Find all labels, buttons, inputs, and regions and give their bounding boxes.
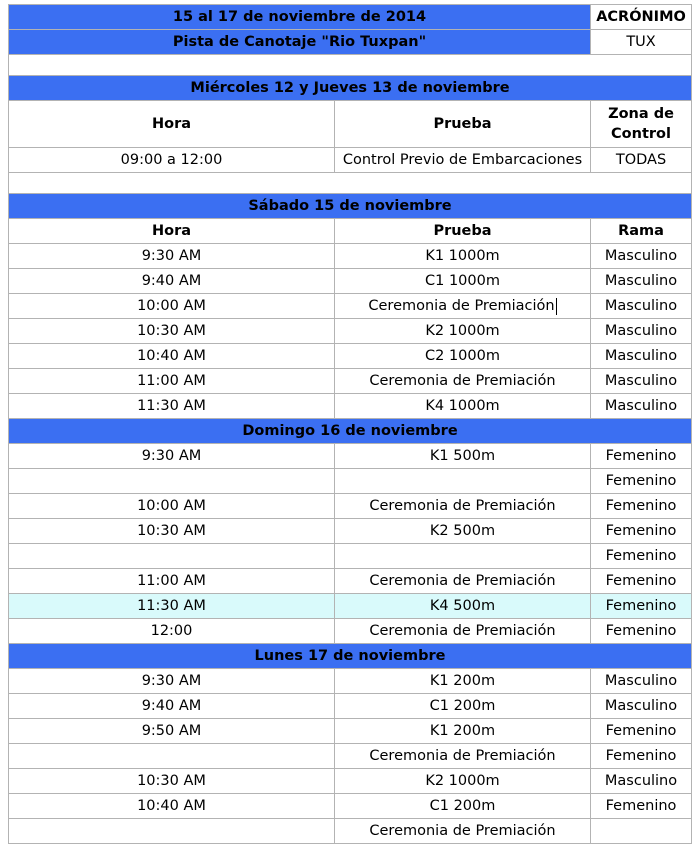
cell-prueba: C1 200m	[335, 694, 591, 719]
schedule-row	[9, 769, 692, 794]
cell-rama	[591, 819, 692, 844]
section-title-row	[9, 76, 692, 101]
schedule-row	[9, 544, 692, 569]
col-header-hora: Hora	[9, 219, 335, 244]
spacer-row	[9, 173, 692, 194]
schedule-row	[9, 569, 692, 594]
cell-rama: Masculino	[591, 344, 692, 369]
cell-prueba: K1 200m	[335, 669, 591, 694]
cell-hora: 10:30 AM	[9, 769, 335, 794]
cell-rama: Masculino	[591, 394, 692, 419]
cell-prueba: Ceremonia de Premiación	[335, 369, 591, 394]
section-title-row	[9, 194, 692, 219]
cell-rama: Masculino	[591, 319, 692, 344]
cell-hora: 10:30 AM	[9, 519, 335, 544]
col-header-zona: Zona de Control	[591, 101, 692, 148]
schedule-row	[9, 669, 692, 694]
schedule-row	[9, 294, 692, 319]
schedule-row	[9, 269, 692, 294]
cell-rama: Femenino	[591, 494, 692, 519]
schedule-row	[9, 819, 692, 844]
event-date-row	[9, 5, 692, 30]
cell-hora: 11:30 AM	[9, 394, 335, 419]
acronym-label: ACRÓNIMO	[591, 5, 692, 30]
col-header-prueba: Prueba	[335, 101, 591, 148]
venue-name: Pista de Canotaje "Rio Tuxpan"	[9, 30, 591, 55]
schedule-row	[9, 519, 692, 544]
cell-rama: Femenino	[591, 469, 692, 494]
cell-prueba: Ceremonia de Premiación	[335, 494, 591, 519]
cell-hora: 10:00 AM	[9, 494, 335, 519]
schedule-row	[9, 719, 692, 744]
cell-prueba	[335, 469, 591, 494]
cell-prueba: C1 1000m	[335, 269, 591, 294]
text-cursor	[556, 298, 557, 315]
cell-prueba: Ceremonia de Premiación	[335, 744, 591, 769]
cell-prueba: K4 500m	[335, 594, 591, 619]
cell-rama: Femenino	[591, 794, 692, 819]
column-header-row	[9, 219, 692, 244]
cell-hora: 10:00 AM	[9, 294, 335, 319]
cell-rama: Masculino	[591, 269, 692, 294]
cell-rama: Femenino	[591, 619, 692, 644]
cell-hora: 12:00	[9, 619, 335, 644]
schedule-row	[9, 148, 692, 173]
day-title: Lunes 17 de noviembre	[9, 644, 692, 669]
column-header-row	[9, 101, 692, 148]
cell-hora: 9:40 AM	[9, 269, 335, 294]
cell-hora: 9:30 AM	[9, 244, 335, 269]
section-title-preliminary: Miércoles 12 y Jueves 13 de noviembre	[9, 76, 692, 101]
schedule-row	[9, 744, 692, 769]
cell-prueba	[335, 544, 591, 569]
cell-rama: Masculino	[591, 669, 692, 694]
cell-rama: Femenino	[591, 569, 692, 594]
cell-prueba: C2 1000m	[335, 344, 591, 369]
schedule-row	[9, 394, 692, 419]
schedule-row	[9, 244, 692, 269]
col-header-prueba: Prueba	[335, 219, 591, 244]
cell-rama: Masculino	[591, 369, 692, 394]
cell-rama: Masculino	[591, 769, 692, 794]
cell-prueba: Control Previo de Embarcaciones	[335, 148, 591, 173]
cell-rama: Femenino	[591, 719, 692, 744]
cell-prueba: Ceremonia de Premiación	[335, 619, 591, 644]
cell-hora: 11:00 AM	[9, 369, 335, 394]
cell-rama: Femenino	[591, 444, 692, 469]
cell-hora: 9:40 AM	[9, 694, 335, 719]
schedule-row	[9, 319, 692, 344]
spacer-row	[9, 55, 692, 76]
cell-prueba: K4 1000m	[335, 394, 591, 419]
cell-hora: 11:30 AM	[9, 594, 335, 619]
cell-zona: TODAS	[591, 148, 692, 173]
cell-hora: 9:30 AM	[9, 444, 335, 469]
day-title: Domingo 16 de noviembre	[9, 419, 692, 444]
cell-rama: Masculino	[591, 294, 692, 319]
acronym-value: TUX	[591, 30, 692, 55]
cell-prueba: Ceremonia de Premiación	[335, 569, 591, 594]
cell-rama: Femenino	[591, 744, 692, 769]
cell-prueba: K2 1000m	[335, 769, 591, 794]
cell-hora	[9, 744, 335, 769]
venue-row	[9, 30, 692, 55]
cell-rama: Masculino	[591, 694, 692, 719]
cell-hora	[9, 819, 335, 844]
schedule-row	[9, 444, 692, 469]
cell-hora: 9:30 AM	[9, 669, 335, 694]
schedule-row-highlighted[interactable]	[9, 594, 692, 619]
cell-prueba: K1 200m	[335, 719, 591, 744]
schedule-row	[9, 494, 692, 519]
cell-hora: 10:30 AM	[9, 319, 335, 344]
cell-hora	[9, 469, 335, 494]
event-date: 15 al 17 de noviembre de 2014	[9, 5, 591, 30]
cell-hora: 11:00 AM	[9, 569, 335, 594]
cell-hora: 10:40 AM	[9, 794, 335, 819]
schedule-row	[9, 469, 692, 494]
cell-rama: Femenino	[591, 519, 692, 544]
schedule-row	[9, 619, 692, 644]
cell-prueba-text: Ceremonia de Premiación	[368, 298, 555, 314]
schedule-row	[9, 694, 692, 719]
cell-rama: Femenino	[591, 544, 692, 569]
schedule-sheet	[8, 4, 691, 844]
cell-hora	[9, 544, 335, 569]
schedule-table	[8, 4, 692, 844]
cell-prueba: C1 200m	[335, 794, 591, 819]
schedule-row	[9, 794, 692, 819]
cell-rama: Masculino	[591, 244, 692, 269]
cell-prueba: Ceremonia de Premiación	[335, 819, 591, 844]
cell-hora: 09:00 a 12:00	[9, 148, 335, 173]
section-title-row	[9, 419, 692, 444]
cell-hora: 9:50 AM	[9, 719, 335, 744]
cell-prueba: K2 500m	[335, 519, 591, 544]
cell-hora: 10:40 AM	[9, 344, 335, 369]
cell-rama: Femenino	[591, 594, 692, 619]
section-title-row	[9, 644, 692, 669]
col-header-rama: Rama	[591, 219, 692, 244]
cell-prueba: K2 1000m	[335, 319, 591, 344]
schedule-row	[9, 369, 692, 394]
col-header-hora: Hora	[9, 101, 335, 148]
cell-prueba: K1 500m	[335, 444, 591, 469]
cell-prueba: K1 1000m	[335, 244, 591, 269]
schedule-row	[9, 344, 692, 369]
day-title: Sábado 15 de noviembre	[9, 194, 692, 219]
cell-prueba-with-cursor[interactable]	[335, 294, 591, 319]
